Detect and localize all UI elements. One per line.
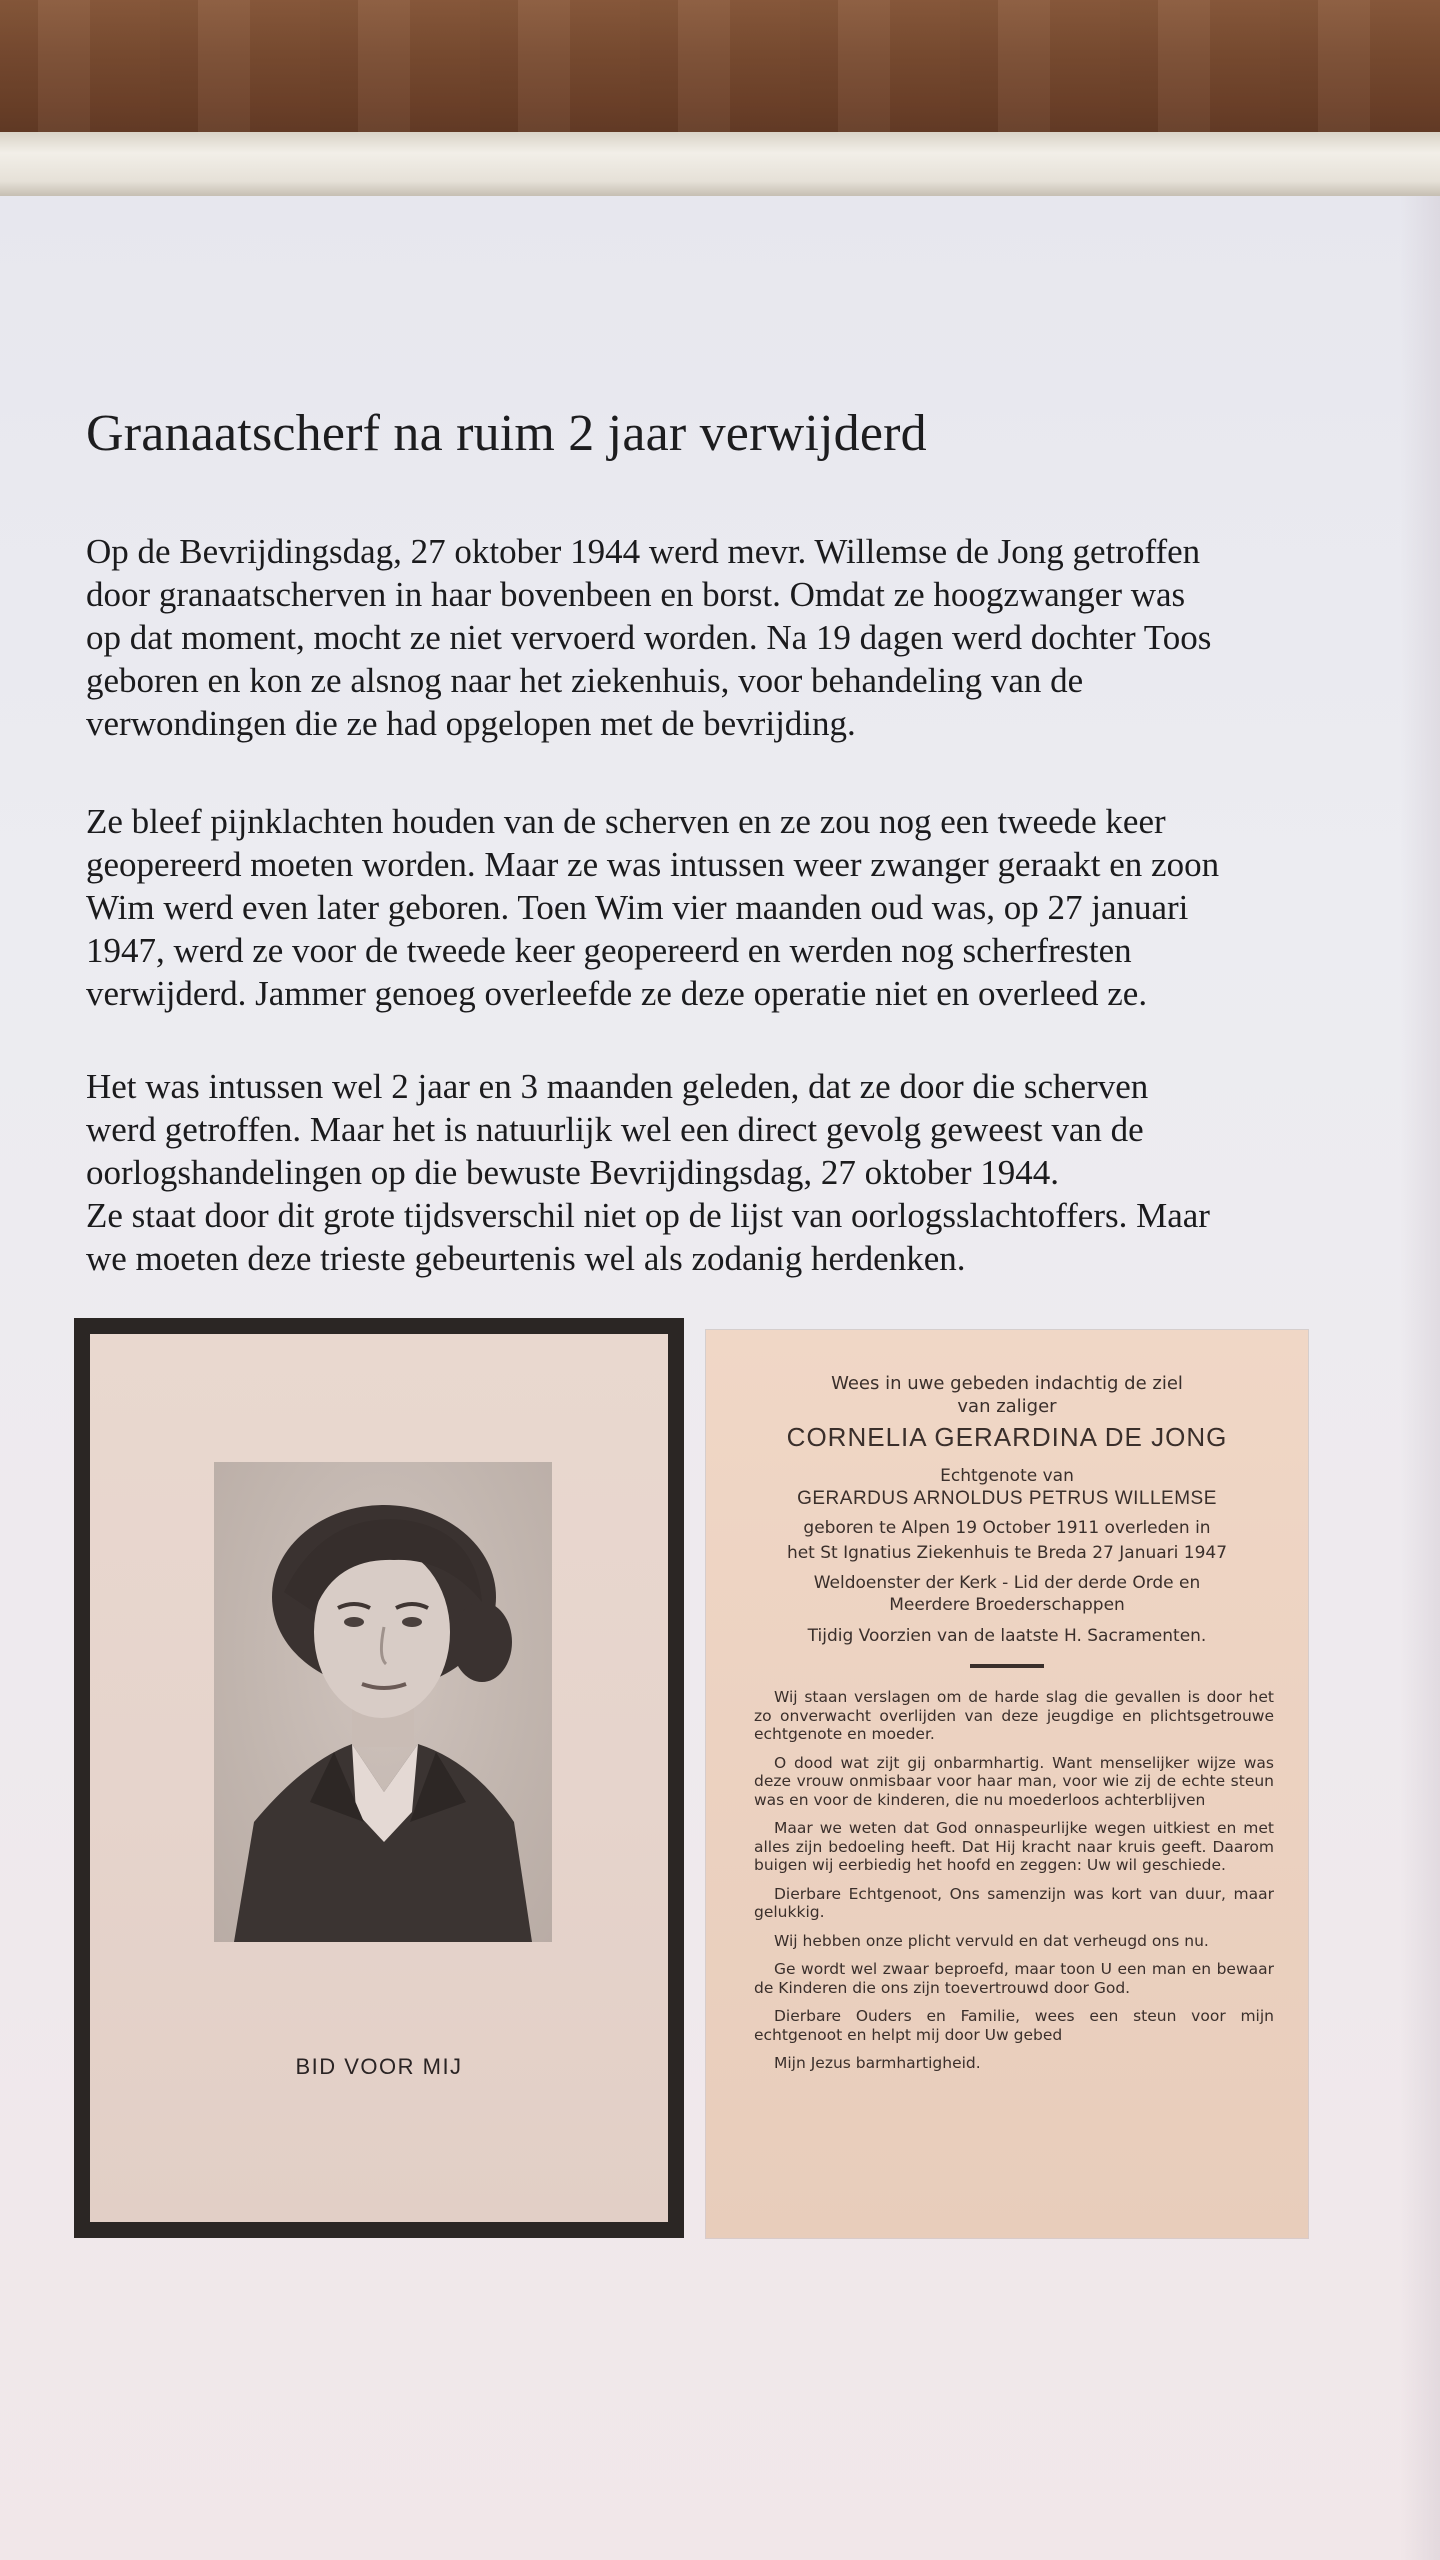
spouse-name: GERARDUS ARNOLDUS PETRUS WILLEMSE bbox=[797, 1488, 1217, 1509]
portrait-illustration bbox=[214, 1462, 552, 1942]
memorial-intro bbox=[706, 1372, 1308, 1418]
paragraph-1 bbox=[86, 530, 1386, 745]
memorial-paragraph: O dood wat zijt gij onbarmhartig. Want menselijker wijze was deze vrouw onmisbaar voor haar man, voor wie zij de echte steun was en voor de kinderen, die nu moederloos achterblijven bbox=[754, 1753, 1274, 1809]
born-line: geboren te Alpen 19 October 1911 overleden in bbox=[803, 1518, 1211, 1538]
text-line: Op de Bevrijdingsdag, 27 oktober 1944 werd mevr. Willemse de Jong getroffen bbox=[86, 532, 1201, 571]
text-line: 1947, werd ze voor de tweede keer geopereerd en werden nog scherfresten bbox=[86, 931, 1132, 970]
order-line: Weldoenster der Kerk - Lid der derde Orde en bbox=[813, 1573, 1201, 1593]
memorial-paragraph: Wij staan verslagen om de harde slag die gevallen is door het zo onverwacht overlijden van deze jeugdige en plichtsgetrouwe echtgenote en moeder. bbox=[754, 1688, 1274, 1743]
order-line: Meerdere Broederschappen bbox=[889, 1595, 1125, 1615]
wooden-wall bbox=[0, 0, 1440, 150]
divider bbox=[970, 1664, 1044, 1668]
text-line: Ze bleef pijnklachten houden van de scherven en ze zou nog een tweede keer bbox=[86, 802, 1166, 841]
text-line: geboren en kon ze alsnog naar het ziekenhuis, voor behandeling van de bbox=[86, 661, 1084, 700]
sacraments-line: Tijdig Voorzien van de laatste H. Sacramenten. bbox=[807, 1626, 1207, 1646]
intro-line: van zaliger bbox=[957, 1396, 1057, 1417]
text-line: op dat moment, mocht ze niet vervoerd worden. Na 19 dagen werd dochter Toos bbox=[86, 618, 1212, 657]
spouse-label: Echtgenote van bbox=[940, 1466, 1074, 1486]
deceased-name: CORNELIA GERARDINA DE JONG bbox=[786, 1422, 1228, 1452]
memorial-photo-card bbox=[74, 1318, 684, 2238]
paragraph-3 bbox=[86, 1065, 1386, 1280]
memorial-paragraph: Mijn Jezus barmhartigheid. bbox=[774, 2054, 981, 2072]
text-line: Het was intussen wel 2 jaar en 3 maanden geleden, dat ze door die scherven bbox=[86, 1067, 1149, 1106]
memorial-paragraph: Ge wordt wel zwaar beproefd, maar toon U een man en bewaar de Kinderen die ons zijn toevertrouwd door God. bbox=[754, 1960, 1274, 1997]
memorial-paragraph: Wij hebben onze plicht vervuld en dat verheugd ons nu. bbox=[774, 1931, 1209, 1950]
memorial-paragraph: Dierbare Ouders en Familie, wees een steun voor mijn echtgenoot en helpt mij door Uw gebed bbox=[754, 2007, 1274, 2044]
paragraph-2 bbox=[86, 800, 1386, 1015]
photo-card-inner bbox=[90, 1334, 668, 2222]
intro-line: Wees in uwe gebeden indachtig de ziel bbox=[831, 1373, 1183, 1394]
text-line: door granaatscherven in haar bovenbeen en borst. Omdat ze hoogzwanger was bbox=[86, 575, 1186, 614]
text-line: werd getroffen. Maar het is natuurlijk wel een direct gevolg geweest van de bbox=[86, 1110, 1144, 1149]
born-line: het St Ignatius Ziekenhuis te Breda 27 Januari 1947 bbox=[786, 1543, 1228, 1563]
text-line: Ze staat door dit grote tijdsverschil niet op de lijst van oorlogsslachtoffers. Maar bbox=[86, 1196, 1210, 1235]
text-line: we moeten deze trieste gebeurtenis wel als zodanig herdenken. bbox=[86, 1239, 966, 1278]
memorial-body bbox=[754, 1688, 1274, 2083]
text-line: Wim werd even later geboren. Toen Wim vier maanden oud was, op 27 januari bbox=[86, 888, 1189, 927]
frame-edge bbox=[0, 132, 1440, 202]
text-line: oorlogshandelingen op die bewuste Bevrijdingsdag, 27 oktober 1944. bbox=[86, 1153, 1060, 1192]
text-line: verwondingen die ze had opgelopen met de bevrijding. bbox=[86, 704, 856, 743]
text-line: verwijderd. Jammer genoeg overleefde ze deze operatie niet en overleed ze. bbox=[86, 974, 1148, 1013]
photo-caption: BID VOOR MIJ bbox=[295, 2054, 463, 2079]
memorial-paragraph: Maar we weten dat God onnaspeurlijke wegen uitkiest en met alles zijn bedoeling heeft. Dat Hij kracht naar kruis geeft. Daarom buigen wij eerbiedig het hoofd en zeggen: Uw wil geschiede. bbox=[754, 1819, 1274, 1874]
portrait-photo bbox=[214, 1462, 552, 1942]
birth-death-info bbox=[706, 1516, 1308, 1566]
memorial-text-card bbox=[706, 1330, 1308, 2238]
panel-title: Granaatscherf na ruim 2 jaar verwijderd bbox=[86, 405, 927, 462]
religious-order-info bbox=[706, 1572, 1308, 1616]
memorial-paragraph: Dierbare Echtgenoot, Ons samenzijn was kort van duur, maar gelukkig. bbox=[754, 1884, 1274, 1921]
text-line: geopereerd moeten worden. Maar ze was intussen weer zwanger geraakt en zoon bbox=[86, 845, 1220, 884]
